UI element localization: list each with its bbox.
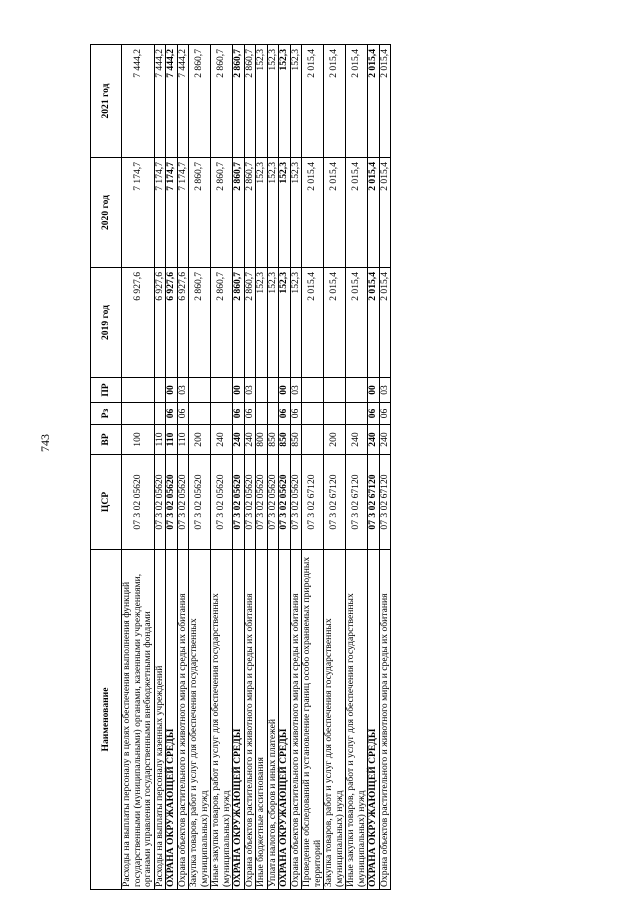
table-cell-2019: 2 015,4 <box>302 268 324 378</box>
table-cell-2019: 2 860,7 <box>244 268 256 378</box>
table-cell-2020: 2 015,4 <box>302 158 324 268</box>
table-cell-name: Охрана объектов растительного и животного мира и среды их обитания <box>290 550 302 890</box>
table-cell-name: Уплата налогов, сборов и иных платежей <box>267 550 279 890</box>
table-row <box>211 45 233 890</box>
table-cell-rz: 06 <box>368 403 380 425</box>
table-cell-2020: 152,3 <box>256 158 268 268</box>
table-cell-vr: 850 <box>290 425 302 455</box>
table-cell-2020: 2 015,4 <box>324 158 346 268</box>
table-cell-2021: 7 444,2 <box>177 45 189 158</box>
table-cell-2020: 2 860,7 <box>189 158 211 268</box>
table-cell-vr: 100 <box>122 425 155 455</box>
page-number: 743 <box>38 434 52 452</box>
table-cell-rz <box>324 403 346 425</box>
table-cell-name: ОХРАНА ОКРУЖАЮЩЕЙ СРЕДЫ <box>166 550 178 890</box>
table-cell-2020: 7 174,7 <box>154 158 166 268</box>
table-cell-pr: 00 <box>233 378 245 403</box>
table-cell-2020: 2 860,7 <box>233 158 245 268</box>
table-cell-rz <box>346 403 368 425</box>
table-cell-2019: 6 927,6 <box>166 268 178 378</box>
table-cell-name: Иные бюджетные ассигнования <box>256 550 268 890</box>
table-row <box>233 45 245 890</box>
table-cell-pr <box>256 378 268 403</box>
table-cell-name: Закупка товаров, работ и услуг для обеспечения государственных (муниципальных) нужд <box>324 550 346 890</box>
table-cell-pr: 03 <box>244 378 256 403</box>
table-cell-csr: 07 3 02 05620 <box>267 455 279 550</box>
table-cell-name: Расходы на выплаты персоналу в целях обеспечения выполнения функций государственными (муниципальными) органами, казенными учреждениями, органами управления государственными внебюджетными фондами <box>122 550 155 890</box>
table-cell-name: Расходы на выплаты персоналу казенных учреждений <box>154 550 166 890</box>
table-cell-rz: 06 <box>279 403 291 425</box>
table-cell-pr <box>346 378 368 403</box>
table-cell-2019: 152,3 <box>267 268 279 378</box>
table-cell-name: Иные закупки товаров, работ и услуг для обеспечения государственных (муниципальных) нужд <box>211 550 233 890</box>
table-cell-csr: 07 3 02 05620 <box>211 455 233 550</box>
table-cell-rz: 06 <box>290 403 302 425</box>
budget-table <box>90 44 391 890</box>
table-cell-2021: 2 860,7 <box>211 45 233 158</box>
table-cell-2021: 2 015,4 <box>346 45 368 158</box>
table-cell-2020: 2 015,4 <box>368 158 380 268</box>
table-cell-2020: 7 174,7 <box>166 158 178 268</box>
table-cell-pr: 00 <box>368 378 380 403</box>
table-row <box>154 45 166 890</box>
table-cell-2021: 2 015,4 <box>324 45 346 158</box>
table-cell-pr: 03 <box>177 378 189 403</box>
header-name: Наименование <box>91 550 122 890</box>
table-cell-pr <box>302 378 324 403</box>
table-cell-pr <box>324 378 346 403</box>
table-cell-2020: 152,3 <box>267 158 279 268</box>
table-cell-vr: 800 <box>256 425 268 455</box>
table-cell-vr: 240 <box>211 425 233 455</box>
table-cell-2019: 2 015,4 <box>324 268 346 378</box>
table-cell-2019: 6 927,6 <box>177 268 189 378</box>
table-cell-csr: 07 3 02 67120 <box>368 455 380 550</box>
table-row <box>379 45 391 890</box>
table-cell-rz: 06 <box>244 403 256 425</box>
table-row <box>122 45 155 890</box>
table-cell-2020: 2 015,4 <box>346 158 368 268</box>
table-header-row <box>91 45 122 890</box>
table-cell-2020: 2 860,7 <box>211 158 233 268</box>
table-cell-2019: 2 860,7 <box>233 268 245 378</box>
table-cell-name: Иные закупки товаров, работ и услуг для обеспечения государственных (муниципальных) нужд <box>346 550 368 890</box>
table-row <box>368 45 380 890</box>
table-cell-2021: 7 444,2 <box>154 45 166 158</box>
table-cell-pr <box>211 378 233 403</box>
table-cell-vr: 200 <box>324 425 346 455</box>
table-cell-2021: 2 860,7 <box>244 45 256 158</box>
table-cell-csr: 07 3 02 05620 <box>166 455 178 550</box>
table-cell-csr: 07 3 02 67120 <box>302 455 324 550</box>
table-cell-2020: 152,3 <box>279 158 291 268</box>
table-cell-rz <box>256 403 268 425</box>
table-row <box>177 45 189 890</box>
table-row <box>346 45 368 890</box>
table-cell-vr: 110 <box>154 425 166 455</box>
rotated-budget-table-container <box>90 45 560 890</box>
table-cell-2021: 152,3 <box>256 45 268 158</box>
table-cell-2019: 152,3 <box>290 268 302 378</box>
table-cell-2021: 2 015,4 <box>302 45 324 158</box>
table-cell-vr: 850 <box>279 425 291 455</box>
header-pr: ПР <box>91 378 122 403</box>
table-cell-2019: 2 860,7 <box>189 268 211 378</box>
table-cell-2021: 2 860,7 <box>233 45 245 158</box>
table-cell-2020: 152,3 <box>290 158 302 268</box>
table-cell-2020: 2 860,7 <box>244 158 256 268</box>
table-cell-name: Охрана объектов растительного и животного мира и среды их обитания <box>379 550 391 890</box>
table-cell-rz <box>189 403 211 425</box>
table-cell-csr: 07 3 02 05620 <box>154 455 166 550</box>
table-body <box>122 45 391 890</box>
table-cell-2020: 7 174,7 <box>177 158 189 268</box>
table-cell-vr: 240 <box>346 425 368 455</box>
header-vr: ВР <box>91 425 122 455</box>
table-cell-rz: 06 <box>233 403 245 425</box>
table-cell-2019: 152,3 <box>256 268 268 378</box>
header-rz: Рз <box>91 403 122 425</box>
table-row <box>279 45 291 890</box>
table-cell-vr: 240 <box>244 425 256 455</box>
table-cell-2021: 2 860,7 <box>189 45 211 158</box>
table-cell-pr: 03 <box>379 378 391 403</box>
table-cell-name: ОХРАНА ОКРУЖАЮЩЕЙ СРЕДЫ <box>368 550 380 890</box>
table-cell-2021: 152,3 <box>279 45 291 158</box>
table-cell-name: Охрана объектов растительного и животного мира и среды их обитания <box>177 550 189 890</box>
table-row <box>290 45 302 890</box>
table-row <box>189 45 211 890</box>
table-cell-csr: 07 3 02 67120 <box>346 455 368 550</box>
table-cell-csr: 07 3 02 67120 <box>324 455 346 550</box>
table-cell-csr: 07 3 02 05620 <box>290 455 302 550</box>
table-cell-2021: 2 015,4 <box>368 45 380 158</box>
table-cell-vr: 110 <box>177 425 189 455</box>
table-cell-csr: 07 3 02 05620 <box>233 455 245 550</box>
table-row <box>244 45 256 890</box>
table-cell-csr: 07 3 02 05620 <box>177 455 189 550</box>
table-cell-csr: 07 3 02 05620 <box>256 455 268 550</box>
table-cell-name: Закупка товаров, работ и услуг для обеспечения государственных (муниципальных) нужд <box>189 550 211 890</box>
table-cell-csr: 07 3 02 05620 <box>244 455 256 550</box>
table-row <box>324 45 346 890</box>
table-cell-2019: 2 015,4 <box>379 268 391 378</box>
table-cell-vr: 850 <box>267 425 279 455</box>
table-cell-2019: 6 927,6 <box>154 268 166 378</box>
table-cell-2021: 7 444,2 <box>122 45 155 158</box>
table-row <box>267 45 279 890</box>
table-row <box>302 45 324 890</box>
table-cell-rz <box>122 403 155 425</box>
table-cell-vr: 110 <box>166 425 178 455</box>
header-2021: 2021 год <box>91 45 122 158</box>
table-cell-pr <box>189 378 211 403</box>
table-cell-vr <box>302 425 324 455</box>
table-cell-vr: 240 <box>368 425 380 455</box>
table-cell-rz: 06 <box>379 403 391 425</box>
table-cell-2020: 2 015,4 <box>379 158 391 268</box>
table-cell-pr <box>267 378 279 403</box>
table-cell-pr: 00 <box>166 378 178 403</box>
header-csr: ЦСР <box>91 455 122 550</box>
table-cell-vr: 240 <box>379 425 391 455</box>
table-cell-rz <box>302 403 324 425</box>
table-row <box>166 45 178 890</box>
table-cell-2021: 152,3 <box>267 45 279 158</box>
table-cell-pr <box>122 378 155 403</box>
table-cell-vr: 240 <box>233 425 245 455</box>
table-cell-rz: 06 <box>177 403 189 425</box>
table-cell-2020: 7 174,7 <box>122 158 155 268</box>
table-cell-csr: 07 3 02 05620 <box>279 455 291 550</box>
table-cell-pr <box>154 378 166 403</box>
table-cell-pr: 00 <box>279 378 291 403</box>
table-cell-rz <box>154 403 166 425</box>
table-cell-csr: 07 3 02 67120 <box>379 455 391 550</box>
table-cell-rz <box>267 403 279 425</box>
header-2019: 2019 год <box>91 268 122 378</box>
table-cell-name: Охрана объектов растительного и животного мира и среды их обитания <box>244 550 256 890</box>
table-cell-2019: 2 860,7 <box>211 268 233 378</box>
table-cell-2019: 2 015,4 <box>368 268 380 378</box>
table-cell-2019: 6 927,6 <box>122 268 155 378</box>
table-cell-2019: 152,3 <box>279 268 291 378</box>
table-cell-2021: 7 444,2 <box>166 45 178 158</box>
header-2020: 2020 год <box>91 158 122 268</box>
table-cell-rz <box>211 403 233 425</box>
table-cell-2021: 2 015,4 <box>379 45 391 158</box>
table-cell-name: ОХРАНА ОКРУЖАЮЩЕЙ СРЕДЫ <box>279 550 291 890</box>
table-cell-csr: 07 3 02 05620 <box>189 455 211 550</box>
table-cell-csr: 07 3 02 05620 <box>122 455 155 550</box>
table-cell-rz: 06 <box>166 403 178 425</box>
table-row <box>256 45 268 890</box>
table-cell-pr: 03 <box>290 378 302 403</box>
table-cell-name: Проведение обследований и установление границ особо охраняемых природных территорий <box>302 550 324 890</box>
table-cell-2019: 2 015,4 <box>346 268 368 378</box>
table-cell-2021: 152,3 <box>290 45 302 158</box>
table-cell-name: ОХРАНА ОКРУЖАЮЩЕЙ СРЕДЫ <box>233 550 245 890</box>
table-cell-vr: 200 <box>189 425 211 455</box>
